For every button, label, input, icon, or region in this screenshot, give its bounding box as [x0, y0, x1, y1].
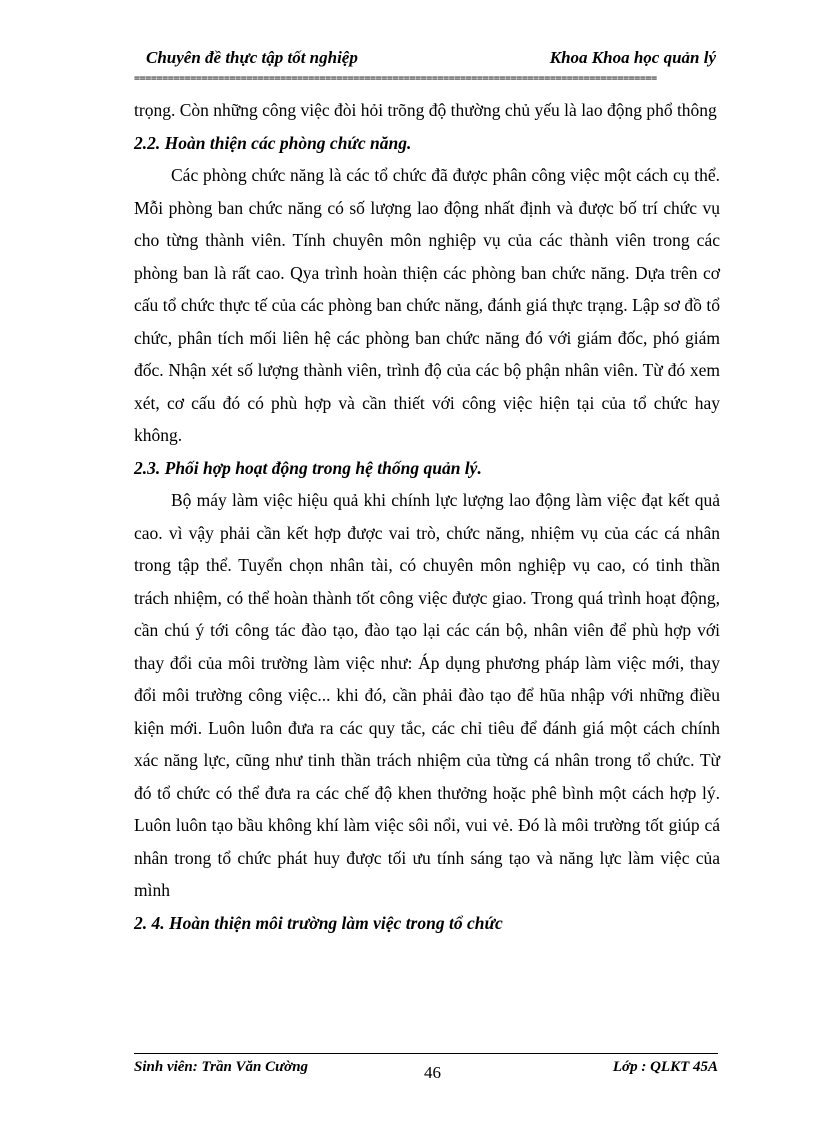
section-heading-2-3: 2.3. Phối hợp hoạt động trong hệ thống quản lý.	[134, 457, 482, 478]
section-heading-2-4: 2. 4. Hoàn thiện môi trường làm việc trong tổ chức	[134, 912, 503, 933]
header-thesis-title: Chuyên đề thực tập tốt nghiệp	[146, 48, 358, 67]
paragraph-2-3: Bộ máy làm việc hiệu quả khi chính lực lượng lao động làm việc đạt kết quả cao. vì vậy phải cần kết hợp được vai trò, chức năng, nhiệm vụ của các cá nhân trong tập thể. Tuyển chọn nhân tài, có chuyên môn nghiệp vụ cao, có tinh thần trách nhiệm, có thể hoàn thành tốt công việc được giao. Trong quá trình hoạt động, cần chú ý tới công tác đào tạo, đào tạo lại các cán bộ, nhân viên để phù hợp với thay đổi của môi trường làm việc như: Áp dụng phương pháp làm việc mới, thay đổi môi trường công việc... khi đó, cần phải đào tạo để hũa nhập với những điều kiện mới. Luôn luôn đưa ra các quy tắc, các chỉ tiêu để đánh giá một cách chính xác năng lực, cũng như tinh thần trách nhiệm của từng cá nhân trong tổ chức. Từ đó tổ chức có thể đưa ra các chế độ khen thưởng hoặc phê bình một cách hợp lý. Luôn luôn tạo bầu không khí làm việc sôi nổi, vui vẻ. Đó là môi trường tốt giúp cá nhân trong tổ chức phát huy được tối ưu tính sáng tạo và năng lực làm việc của mình	[134, 490, 720, 900]
footer-rule	[134, 1053, 718, 1054]
footer-student-name: Sinh viên: Trần Văn Cường	[134, 1059, 309, 1075]
section-heading-2-2: 2.2. Hoàn thiện các phòng chức năng.	[134, 132, 412, 153]
paragraph-2-2: Các phòng chức năng là các tổ chức đã được phân công việc một cách cụ thể. Mỗi phòng ban chức năng có số lượng lao động nhất định và được bố trí chức vụ cho từng thành viên. Tính chuyên môn nghiệp vụ của các thành viên trong các phòng ban là rất cao. Qya trình hoàn thiện các phòng ban chức năng. Dựa trên cơ cấu tổ chức thực tế của các phòng ban chức năng, đánh giá thực trạng. Lập sơ đồ tổ chức, phân tích mối liên hệ các phòng ban chức năng đó với giám đốc, phó giám đốc. Nhận xét số lượng thành viên, trình độ của các bộ phận nhân viên. Từ đó xem xét, cơ cấu đó có phù hợp và cần thiết với công việc hiện tại của tổ chức hay không.	[134, 165, 720, 445]
footer-class: Lớp : QLKT 45A	[612, 1059, 718, 1075]
page-number: 46	[424, 1063, 441, 1082]
header-rule: =============================================================================================	[134, 74, 657, 84]
page-body	[134, 94, 720, 939]
page-header	[134, 48, 720, 74]
page-footer	[134, 1059, 718, 1083]
paragraph-continued: trọng. Còn những công việc đòi hỏi trõng độ thường chủ yếu là lao động phổ thông	[134, 100, 717, 120]
header-faculty: Khoa Khoa học quản lý	[549, 48, 716, 67]
